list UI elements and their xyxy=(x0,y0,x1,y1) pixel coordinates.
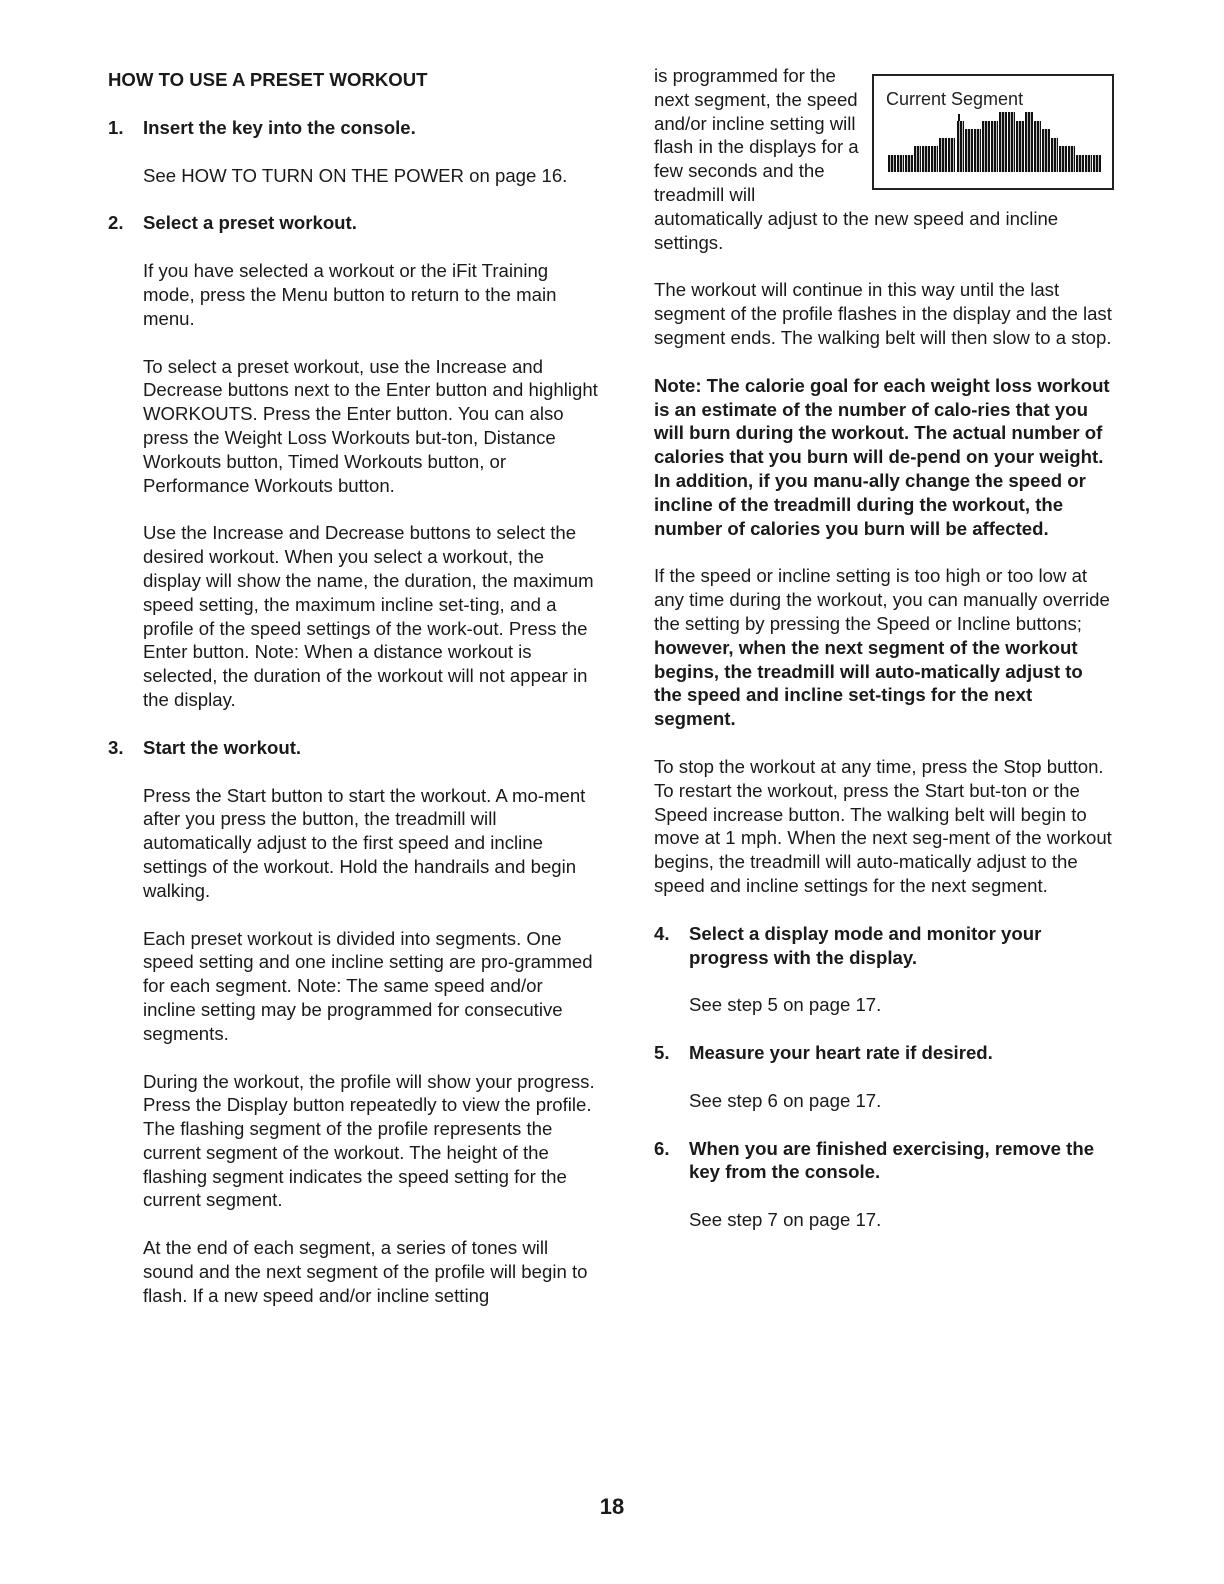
paragraph-stop-workout: To stop the workout at any time, press the Stop button. To restart the workout, press the Start but-ton or the Speed increase button. The walking belt will begin to move at 1 mph. When the next seg-ment of the workout begins, the treadmill will auto-matically adjust to the speed and incline settings for the next segment. xyxy=(654,755,1112,896)
step-2-paragraph-2: To select a preset workout, use the Increase and Decrease buttons next to the Enter button and highlight WORKOUTS. Press the Enter button. You can also press the Weight Loss Workouts but-ton, Distance Workouts button, Timed Workouts button, or Performance Workouts button. xyxy=(143,355,598,496)
profile-segment xyxy=(922,146,930,172)
profile-segment xyxy=(905,155,913,172)
step-5-title xyxy=(654,1041,1114,1065)
figure-label: Current Segment xyxy=(886,89,1024,109)
profile-segment xyxy=(948,138,956,172)
profile-segment xyxy=(999,112,1007,172)
profile-segment xyxy=(1068,146,1076,172)
step-number: 3. xyxy=(108,736,124,758)
step-text: Select a display mode and monitor your progress with the display. xyxy=(689,922,1042,968)
step-text: Measure your heart rate if desired. xyxy=(689,1042,993,1064)
profile-segment xyxy=(991,121,999,172)
profile-segment xyxy=(939,138,947,172)
step-3-paragraph-4: At the end of each segment, a series of tones will sound and the next segment of the profile will begin to flash. If a new speed and/or incline setting xyxy=(143,1237,588,1306)
right-column xyxy=(654,64,1114,1232)
override-bold-text: however, when the next segment of the workout begins, the treadmill will auto-matically adjust to the speed and incline set-tings for the next segment. xyxy=(654,636,1083,730)
step-number: 5. xyxy=(654,1042,670,1064)
step-1-title xyxy=(108,116,600,140)
profile-segment xyxy=(1051,138,1059,172)
step-6-paragraph: See step 7 on page 17. xyxy=(689,1209,882,1231)
profile-segment xyxy=(957,121,965,172)
profile-segment xyxy=(1034,121,1042,172)
profile-segment xyxy=(931,146,939,172)
step-text: Insert the key into the console. xyxy=(143,116,416,138)
step-3-paragraph-3: During the workout, the profile will show your progress. Press the Display button repeatedly to view the profile. The flashing segment of the profile represents the current segment of the workout. The height of the flashing segment indicates the speed setting for the current segment. xyxy=(143,1070,595,1211)
profile-segment xyxy=(1025,112,1033,172)
step-text: Start the workout. xyxy=(143,736,302,758)
profile-segment xyxy=(974,129,982,172)
paragraph-override xyxy=(654,564,1114,731)
profile-display-figure xyxy=(872,74,1114,190)
profile-segment xyxy=(1008,112,1016,172)
step-2-paragraph-1: If you have selected a workout or the iFit Training mode, press the Menu button to return to the main menu. xyxy=(143,260,557,329)
step-number: 4. xyxy=(654,922,670,944)
profile-segment xyxy=(1059,146,1067,172)
paragraph-workout-continue: The workout will continue in this way until the last segment of the profile flashes in the display and the last segment ends. The walking belt will then slow to a stop. xyxy=(654,279,1112,348)
step-text: When you are finished exercising, remove the key from the console. xyxy=(689,1137,1095,1183)
profile-segment xyxy=(888,155,896,172)
profile-segment xyxy=(914,146,922,172)
step-1-paragraph: See HOW TO TURN ON THE POWER on page 16. xyxy=(143,164,568,186)
profile-segment xyxy=(1093,155,1101,172)
profile-segment xyxy=(982,121,990,172)
override-text: If the speed or incline setting is too high or too low at any time during the workout, you can manually override the setting by pressing the Speed or Incline buttons; xyxy=(654,565,1110,634)
left-column xyxy=(108,64,600,1308)
step-number: 1. xyxy=(108,116,124,138)
step-4-paragraph: See step 5 on page 17. xyxy=(689,994,882,1016)
page-number: 18 xyxy=(599,1494,625,1519)
profile-segment xyxy=(965,129,973,172)
step-5-paragraph: See step 6 on page 17. xyxy=(689,1089,882,1111)
profile-segment xyxy=(1016,121,1024,172)
calorie-note: Note: The calorie goal for each weight loss workout is an estimate of the number of calo-ries that you will burn during the workout. The actual number of calories that you burn will de-pend on your weight. In addition, if you manu-ally change the speed or incline of the treadmill during the workout, the number of calories you burn will be affected. xyxy=(654,374,1110,539)
speed-profile xyxy=(888,112,1102,172)
step-number: 6. xyxy=(654,1137,670,1159)
profile-segment xyxy=(1085,155,1093,172)
step-4-title xyxy=(654,922,1114,970)
step-2-paragraph-3: Use the Increase and Decrease buttons to select the desired workout. When you select a workout, the display will show the name, the duration, the maximum speed setting, the maximum incline set-ting, and a profile of the speed settings of the work-out. Press the Enter button. Note: When a distance workout is selected, the duration of the workout will not appear in the display. xyxy=(143,522,594,710)
profile-segment xyxy=(1042,129,1050,172)
continued-paragraph-block xyxy=(654,64,1114,254)
step-number: 2. xyxy=(108,212,124,234)
step-2-title xyxy=(108,211,600,235)
profile-segment xyxy=(1076,155,1084,172)
step-text: Select a preset workout. xyxy=(143,212,357,234)
continued-paragraph: is programmed for the next segment, the speed and/or incline setting will flash in the displays for a few seconds and the treadmill will automatically adjust to the new speed and incline settings. xyxy=(654,65,1059,253)
step-3-title xyxy=(108,736,600,760)
profile-segment xyxy=(897,155,905,172)
step-3-paragraph-1: Press the Start button to start the workout. A mo-ment after you press the button, the treadmill will automatically adjust to the first speed and incline settings of the workout. Hold the handrails and begin walking. xyxy=(143,784,586,901)
step-6-title xyxy=(654,1137,1114,1185)
step-3-paragraph-2: Each preset workout is divided into segments. One speed setting and one incline setting are pro-grammed for each segment. Note: The same speed and/or incline setting may be programmed for consecutive segments. xyxy=(143,927,593,1044)
page-title: HOW TO USE A PRESET WORKOUT xyxy=(108,69,428,90)
